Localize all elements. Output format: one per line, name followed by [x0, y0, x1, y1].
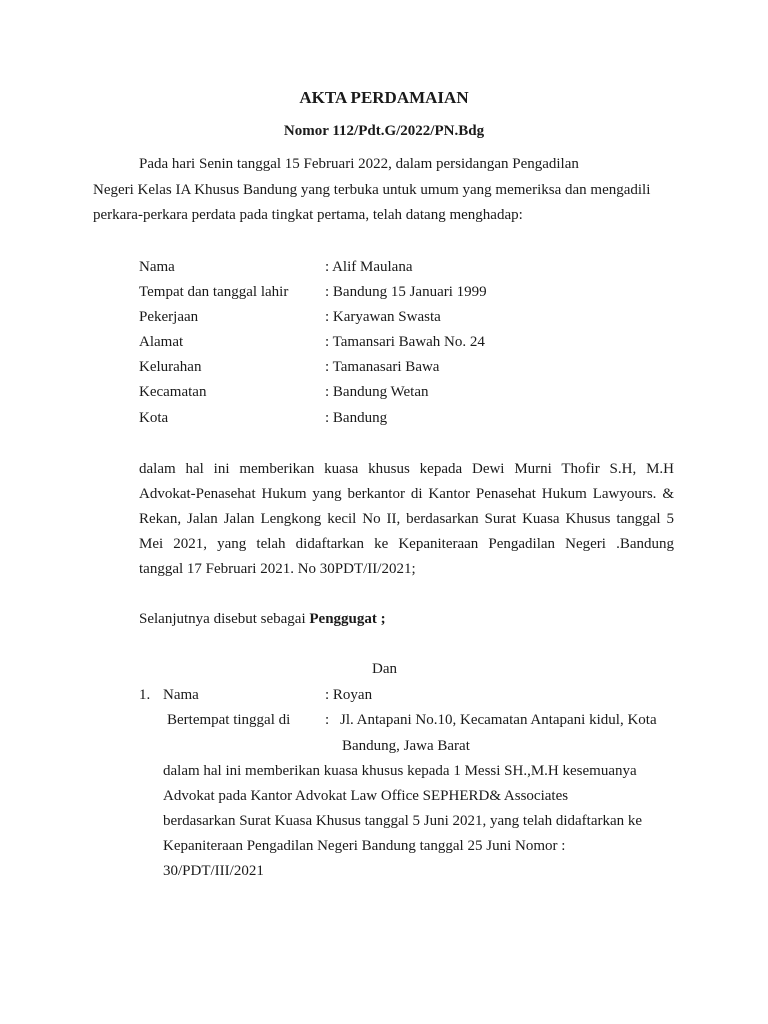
- field-label-alamat: Alamat: [139, 334, 184, 350]
- party1-poa-line-3: Rekan, Jalan Jalan Lengkong kecil No II, berdasarkan Surat Kuasa Khusus tanggal 5: [139, 511, 674, 527]
- field-value-pekerjaan: : Karyawan Swasta: [325, 309, 441, 325]
- party2-address-line-2: Bandung, Jawa Barat: [342, 738, 470, 754]
- field-value-ttl: : Bandung 15 Januari 1999: [325, 284, 487, 300]
- document-title: AKTA PERDAMAIAN: [299, 88, 469, 107]
- party2-address-colon: :: [325, 712, 330, 728]
- party2-name-value: : Royan: [325, 687, 373, 703]
- field-label-kelurahan: Kelurahan: [139, 359, 202, 375]
- party1-designation: [139, 612, 386, 627]
- field-label-pekerjaan: Pekerjaan: [139, 309, 199, 325]
- designation-prefix: Selanjutnya disebut sebagai: [139, 611, 310, 627]
- designation-role: Penggugat ;: [309, 611, 386, 627]
- party2-poa-line-4: Kepaniteraan Pengadilan Negeri Bandung tanggal 25 Juni Nomor :: [163, 838, 566, 854]
- field-label-ttl: Tempat dan tanggal lahir: [139, 284, 289, 300]
- field-value-kecamatan: : Bandung Wetan: [325, 384, 429, 400]
- party2-address-line-1: Jl. Antapani No.10, Kecamatan Antapani kidul, Kota: [340, 712, 657, 728]
- field-value-kota: : Bandung: [325, 410, 388, 426]
- party1-poa-line-1: dalam hal ini memberikan kuasa khusus kepada Dewi Murni Thofir S.H, M.H: [139, 461, 674, 477]
- party2-name-label: Nama: [163, 687, 199, 703]
- intro-line-3: perkara-perkara perdata pada tingkat pertama, telah datang menghadap:: [93, 207, 523, 223]
- party2-address-label: Bertempat tinggal di: [167, 712, 291, 728]
- party1-poa-line-2: Advokat-Penasehat Hukum yang berkantor di Kantor Penasehat Hukum Lawyours. &: [139, 486, 674, 502]
- intro-line-2: Negeri Kelas IA Khusus Bandung yang terbuka untuk umum yang memeriksa dan mengadili: [93, 182, 651, 198]
- party1-poa-line-5: tanggal 17 Februari 2021. No 30PDT/II/2021;: [139, 561, 416, 577]
- party1-poa-line-4: Mei 2021, yang telah didaftarkan ke Kepaniteraan Pengadilan Negeri .Bandung: [139, 536, 674, 552]
- document-number: Nomor 112/Pdt.G/2022/PN.Bdg: [283, 123, 485, 139]
- field-label-kota: Kota: [139, 410, 169, 426]
- intro-line-1: Pada hari Senin tanggal 15 Februari 2022, dalam persidangan Pengadilan: [139, 156, 579, 172]
- field-value-alamat: : Tamansari Bawah No. 24: [325, 334, 485, 350]
- field-label-kecamatan: Kecamatan: [139, 384, 207, 400]
- party2-poa-line-5: 30/PDT/III/2021: [163, 863, 264, 879]
- field-value-kelurahan: : Tamanasari Bawa: [325, 359, 440, 375]
- party2-poa-line-1: dalam hal ini memberikan kuasa khusus kepada 1 Messi SH.,M.H kesemuanya: [163, 763, 637, 779]
- field-value-nama: : Alif Maulana: [325, 259, 413, 275]
- field-label-nama: Nama: [139, 259, 175, 275]
- party2-poa-line-3: berdasarkan Surat Kuasa Khusus tanggal 5 Juni 2021, yang telah didaftarkan ke: [163, 813, 643, 829]
- party2-number: 1.: [139, 687, 151, 703]
- and-separator: Dan: [372, 661, 397, 677]
- party2-poa-line-2: Advokat pada Kantor Advokat Law Office SEPHERD& Associates: [163, 788, 569, 804]
